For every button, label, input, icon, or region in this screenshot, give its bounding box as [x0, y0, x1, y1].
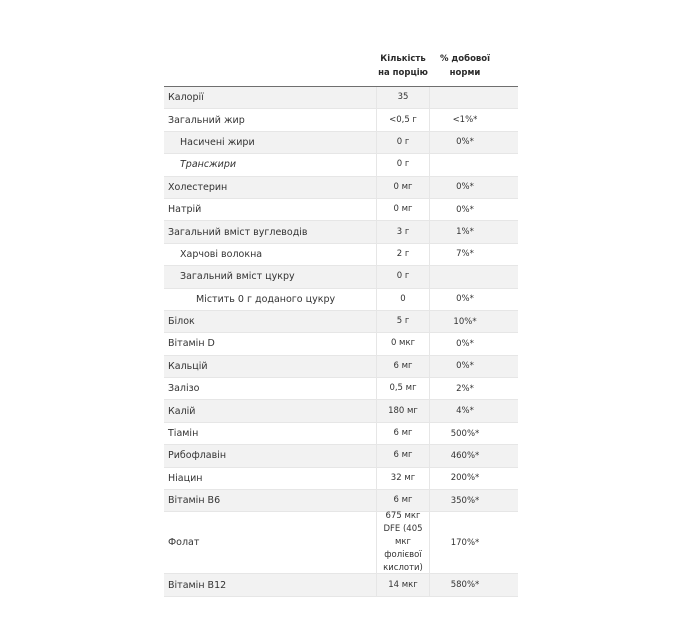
header-daily-value-label: % добової норми — [439, 54, 491, 78]
nutrient-name: Залізо — [168, 383, 200, 395]
nutrient-daily-value: 10%* — [453, 316, 477, 327]
table-row — [164, 356, 518, 378]
nutrient-amount: 6 мг — [376, 356, 430, 377]
nutrient-name: Вітамін B6 — [168, 495, 221, 507]
table-row — [164, 490, 518, 512]
nutrient-daily-value — [430, 87, 500, 108]
table-row — [164, 378, 518, 400]
nutrient-name: Тіамін — [168, 428, 199, 440]
nutrient-amount: 6 мг — [376, 490, 430, 511]
nutrient-amount: 0 мкг — [376, 333, 430, 354]
nutrient-name: Кальцій — [168, 360, 208, 372]
nutrient-amount: 2 г — [376, 244, 430, 265]
nutrient-amount: 0 — [376, 289, 430, 310]
nutrient-daily-value: 500%* — [450, 428, 480, 439]
table-row — [164, 574, 518, 596]
nutrient-daily-value: 0%* — [456, 204, 474, 215]
nutrient-amount: 0 мг — [376, 199, 430, 220]
table-row — [164, 177, 518, 199]
nutrient-amount: 0 г — [376, 154, 430, 175]
nutrient-name: Рибофлавін — [168, 450, 227, 462]
nutrient-name: Загальний вміст цукру — [180, 271, 295, 283]
nutrient-name: Вітамін B12 — [168, 579, 227, 591]
table-row — [164, 400, 518, 422]
nutrient-name: Холестерин — [168, 181, 228, 193]
nutrient-amount: 6 мг — [376, 423, 430, 444]
table-row — [164, 109, 518, 131]
nutrient-name: Насичені жири — [180, 136, 255, 148]
nutrient-amount: 0 г — [376, 132, 430, 153]
nutrient-amount: 5 г — [376, 311, 430, 332]
table-row — [164, 244, 518, 266]
table-row — [164, 423, 518, 445]
nutrient-name: Натрій — [168, 204, 202, 216]
nutrient-name: Загальний жир — [168, 114, 245, 126]
table-row — [164, 311, 518, 333]
header-name-spacer — [164, 52, 376, 86]
nutrient-amount: 180 мг — [376, 400, 430, 421]
nutrient-daily-value — [430, 154, 500, 175]
nutrient-name: Загальний вміст вуглеводів — [168, 226, 308, 238]
table-row — [164, 333, 518, 355]
nutrient-name: Ніацин — [168, 472, 203, 484]
nutrient-daily-value: 350%* — [450, 495, 480, 506]
nutrient-amount: 0,5 мг — [376, 378, 430, 399]
nutrient-name: Містить 0 г доданого цукру — [196, 293, 336, 305]
table-row — [164, 289, 518, 311]
nutrient-daily-value: 2%* — [456, 383, 474, 394]
table-header — [164, 52, 518, 87]
nutrition-facts-table — [164, 52, 518, 597]
nutrient-daily-value: 200%* — [450, 473, 480, 484]
nutrient-amount: 0 мг — [376, 177, 430, 198]
nutrient-name: Калорії — [168, 92, 204, 104]
header-amount-label: Кількість на порцію — [378, 54, 428, 78]
nutrient-daily-value: 0%* — [456, 137, 474, 148]
nutrient-daily-value: 7%* — [456, 249, 474, 260]
table-body — [164, 87, 518, 597]
table-row — [164, 199, 518, 221]
table-row — [164, 221, 518, 243]
table-row — [164, 266, 518, 288]
nutrient-daily-value: 460%* — [450, 450, 480, 461]
nutrient-amount: <0,5 г — [376, 109, 430, 130]
table-row — [164, 512, 518, 574]
nutrient-amount: 6 мг — [376, 445, 430, 466]
nutrient-name: Вітамін D — [168, 338, 215, 350]
nutrient-daily-value — [430, 266, 500, 287]
nutrient-amount: 14 мкг — [376, 574, 430, 595]
nutrient-amount: 3 г — [376, 221, 430, 242]
nutrient-daily-value: 1%* — [456, 227, 474, 238]
table-row — [164, 154, 518, 176]
nutrient-amount: 0 г — [376, 266, 430, 287]
nutrient-daily-value: 0%* — [456, 182, 474, 193]
table-row — [164, 445, 518, 467]
table-row — [164, 132, 518, 154]
nutrient-daily-value: <1%* — [452, 115, 478, 126]
nutrient-amount: 35 — [376, 87, 430, 108]
nutrient-name: Трансжири — [180, 159, 237, 171]
nutrient-amount: 32 мг — [376, 468, 430, 489]
nutrient-amount: 675 мкг DFE (405 мкг фолієвої кислоти) — [376, 512, 430, 573]
nutrient-daily-value: 0%* — [456, 294, 474, 305]
nutrient-daily-value: 580%* — [450, 580, 480, 591]
nutrient-daily-value: 0%* — [456, 338, 474, 349]
nutrient-name: Калій — [168, 405, 196, 417]
table-row — [164, 468, 518, 490]
nutrient-name: Фолат — [168, 537, 200, 549]
nutrient-daily-value: 4%* — [456, 406, 474, 417]
table-row — [164, 87, 518, 109]
nutrient-name: Харчові волокна — [180, 248, 263, 260]
nutrient-name: Білок — [168, 316, 195, 328]
nutrient-daily-value: 170%* — [450, 537, 480, 548]
nutrient-daily-value: 0%* — [456, 361, 474, 372]
